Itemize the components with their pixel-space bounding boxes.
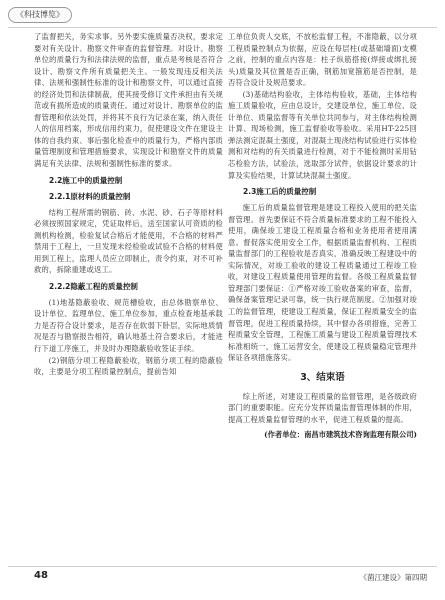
right-column <box>228 31 417 440</box>
paragraph: 施工后的质量监督管理是建设工程投入使用的把关监督管理。首先要保证不符合质量标准要求的工程不能投入使用，确保竣工建设工程质量合格和业务使用者使用满意。督促落实使用安全工作，根据质量监督机构、工程质量监督部门的工程验收是否真实，准确反映工程建设中的实际情况，对竣工验收的建设工程质量通过工程竣工验收，对建设工程质量使用管理的监督。各级工程质量监督管理部门要保证：①严格对竣工验收备案的审查，监督，确保备案管理记录可靠，统一执行规范制度。②加强对竣工的监督管理，使建设工程质量，保证工程质量安全的监督管理，促进工程质量持续，其中督办各项措施，完善工程质量安全管理，工程施工质量与建设工程质量管理技术标准相统一，施工运营安全，使建设工程质量稳定管理并保证各项措施落实。 <box>228 203 417 363</box>
header-divider <box>8 27 437 28</box>
page-number: 48 <box>34 570 48 581</box>
paragraph: (1)地基隐蔽验收、规范槽验收，由总体勘察单位、设计单位、监理单位、施工单位参加，重点检查地基承载力是否符合设计要求，是否存在软弱下卧层，实际地质情况是否与勘察报告相符，确认地基土符合要求后，才能进行下道工序施工，并及时办理隐蔽验收签证手续。 <box>34 297 223 354</box>
conclusion-heading: 3、结束语 <box>300 371 345 383</box>
footer-divider <box>8 566 437 567</box>
paragraph: 了监督把关，务实求事。另外要实施质量否决权，要求定要对有关设计、勘察文件审查的监督管理。对设计、勘察单位的质量行为和法律法规的监督，重点是考核是否符合设计、勘察文件所有质量把关主。一般发现违反相关法律、法规和强制性标准的设计和勘察文件，可以通过直接的经济处罚和法律制裁，使其接受修订文件承担由有关规范或有损所造成的质量责任。通过对设计、勘察单位的监督管理和依法处罚，并将其不良行为记录在案，纳入责任人的信用档案，形成信用约束力，促使建设文件在建设主体的自我约束、事后强化检查中的质量行为，严格内部质量管理制度和管理措施要求，实现设计和勘察文件的质量满足有关法律、法规和强制性标准的要求。 <box>34 32 223 169</box>
left-column <box>34 31 223 378</box>
journal-name: 《菌江建设》第四期 <box>359 573 427 582</box>
paragraph: 结构工程所需的钢筋、砖、水泥、砂、石子等原材料必须按照国家规定，凭证取样后，送至国家认可资质的检测机构检测，检验复试合格后才能使用，不合格的材料严禁用于工程上，一旦发现未经检验或试验不合格的材料使用到工程上，监理人员应立即制止，责令约束，对不可补救的，拆除重建或返工。 <box>34 207 223 275</box>
subsection-heading: 2.2.2隐蔽工程的质量控制 <box>49 281 138 291</box>
paragraph: 工单位负责人交底，不放松监督工程，不准隐蔽，以分项工程质量控制点为依据，应设在每层柱(或基础墙面)支模之前，控制的重点内容是：柱子纵筋搭接(焊接或绑扎接头)质量及其位置是否正确，钢筋加宽箍筋是否控制，是否符合设计及规范要求。 <box>228 32 417 88</box>
paragraph: (3)基础结构验收，主体结构验收，基础，主体结构施工质量验收，应由总设计，交建设单位，施工单位、设计单位、质量监督等有关单位共同参与，对主体结构检测计算、现场检测，施工监督验收等验收。采用HT-225回弹法测定混凝土强度，对混凝土现浇结构试验进行实体检测和对结构的有关质量进行检测，对于不能检测时采用钻芯检验方法，试验法，选取部分试件，依据设计要求的计算及实验结果，计算试块混凝土强度。 <box>228 89 417 180</box>
section-badge: 《科技博览》 <box>8 7 72 23</box>
paragraph: (2)钢筋分项工程隐蔽验收，钢筋分项工程的隐蔽验收，主要是分项工程质量控制点，提前告知 <box>34 355 223 377</box>
paragraph: 综上所述，对建设工程质量的监督管理，是各级政府部门的重要职能。应充分发挥质量监督管理体制的作用，提高工程质量监督管理的水平，促进工程质量的提高。 <box>228 391 417 424</box>
section-heading: 2.3施工后的质量控制 <box>243 187 317 197</box>
author-affiliation: (作者单位：南昌市建筑技术咨询监理有限公司) <box>264 430 417 440</box>
subsection-heading: 2.2.1原材料的质量控制 <box>49 191 131 201</box>
section-heading: 2.2施工中的质量控制 <box>49 175 123 185</box>
